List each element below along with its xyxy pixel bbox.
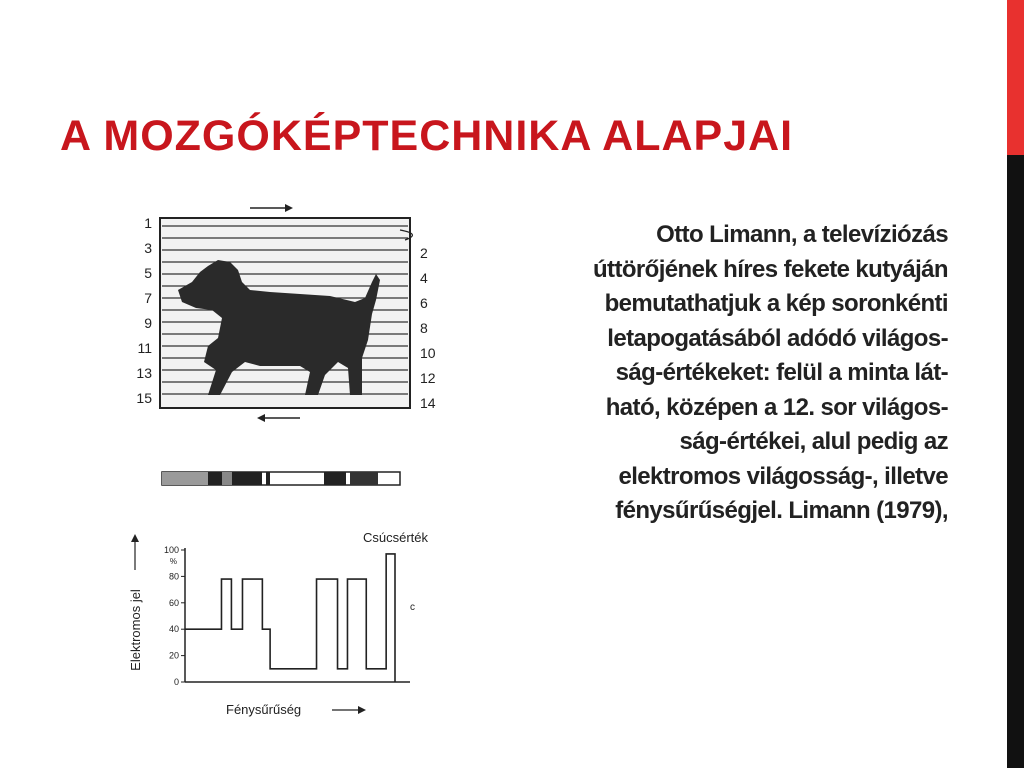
row-label-odd: 11	[137, 340, 152, 356]
row-label-odd: 7	[144, 290, 152, 306]
caption-line: letapogatásából adódó világos-	[607, 324, 948, 352]
row-labels-even	[420, 245, 436, 411]
y-tick-label: 60	[168, 597, 179, 608]
scan-image	[160, 204, 412, 422]
y-axis-label-arrow-head	[131, 534, 139, 542]
row-label-odd: 15	[136, 390, 152, 406]
caption-line: fénysűrűségjel. Limann (1979),	[615, 497, 948, 524]
row-label-even: 6	[420, 295, 428, 311]
caption-line: úttörőjének híres fekete kutyáján	[593, 255, 948, 283]
row-label-odd: 3	[144, 240, 152, 256]
row-label-even: 8	[420, 320, 428, 336]
scanning-figure	[100, 190, 460, 750]
x-axis-label: Fénysűrűség	[226, 702, 302, 717]
x-axis-label-arrow-head	[358, 706, 366, 714]
peak-label: Csúcsérték	[362, 530, 428, 545]
row-label-even: 14	[420, 395, 436, 411]
c-label: c	[410, 602, 415, 613]
row-label-even: 12	[420, 370, 436, 386]
caption-line: ható, középen a 12. sor világos-	[605, 393, 948, 421]
figure-svg	[100, 190, 460, 750]
y-axis-label: Elektromos jel	[128, 589, 143, 671]
y-unit: %	[169, 557, 177, 566]
y-ticks	[164, 545, 185, 687]
row-label-odd: 13	[136, 365, 152, 381]
row-labels-odd	[136, 215, 152, 406]
signal-line	[185, 554, 395, 682]
row-label-odd: 1	[144, 215, 152, 231]
row-label-even: 10	[420, 345, 436, 361]
arrow-left-head	[257, 414, 265, 422]
slide-title: A MOZGÓKÉPTECHNIKA ALAPJAI	[60, 112, 794, 160]
row-label-odd: 9	[144, 315, 152, 331]
arrow-right-head	[285, 204, 293, 212]
caption-text	[520, 218, 948, 529]
y-tick-label: 40	[168, 624, 179, 635]
caption-line: bemutathatjuk a kép soronkénti	[604, 290, 948, 317]
caption-line: ság-értékeket: felül a minta lát-	[615, 359, 948, 386]
caption-line: ság-értékei, alul pedig az	[679, 428, 948, 455]
y-tick-label: 20	[168, 650, 179, 661]
row-label-odd: 5	[144, 265, 152, 281]
signal-chart	[128, 530, 428, 717]
y-tick-label: 0	[173, 677, 179, 687]
y-tick-label: 100	[163, 545, 179, 555]
accent-bar-black	[1007, 155, 1024, 768]
caption-line: elektromos világosság-, illetve	[618, 462, 948, 490]
caption-line: Otto Limann, a televíziózás	[656, 221, 948, 248]
row-label-even: 4	[420, 270, 428, 286]
accent-bar-red	[1007, 0, 1024, 155]
row12-brightness-bar	[162, 472, 400, 485]
y-tick-label: 80	[168, 571, 179, 582]
row-label-even: 2	[420, 245, 428, 261]
